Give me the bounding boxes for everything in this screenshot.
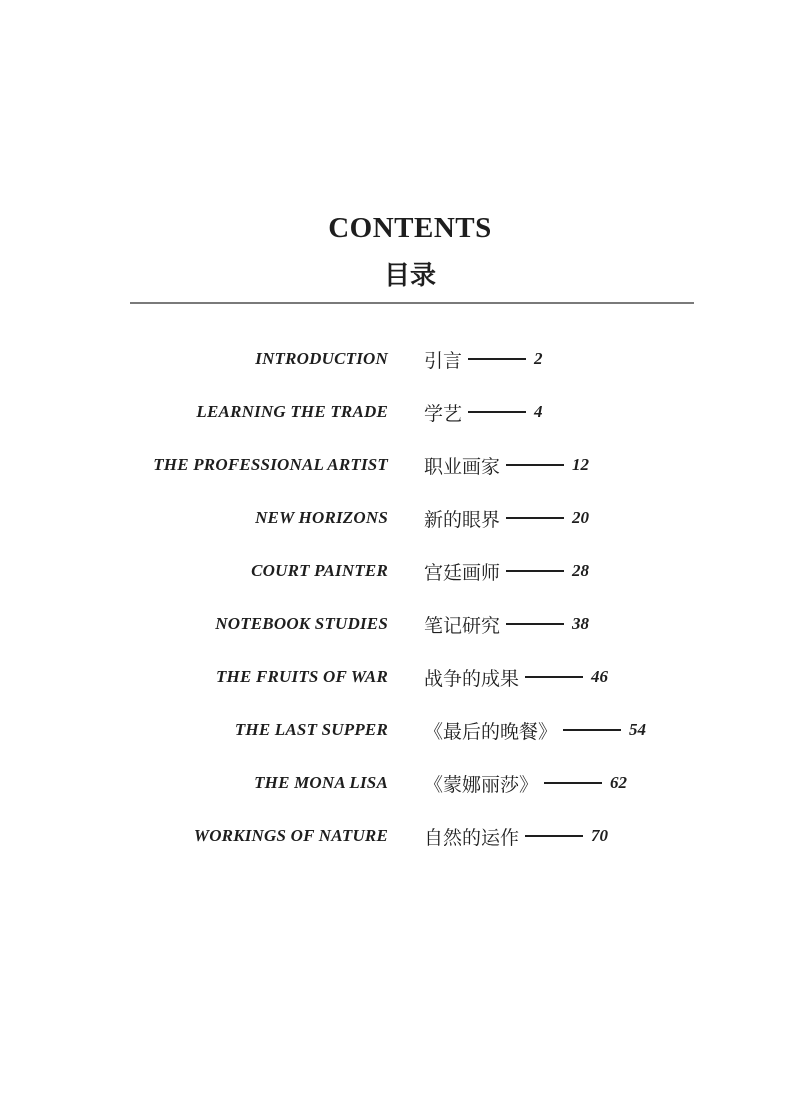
- toc-entry-title-chinese: 学艺: [424, 402, 463, 425]
- toc-entry-title: THE PROFESSIONAL ARTIST: [153, 455, 388, 474]
- leader-line: [525, 676, 583, 678]
- leader-line: [525, 835, 583, 837]
- toc-page-number: 4: [534, 402, 543, 421]
- toc-entry-court-painter[interactable]: [0, 555, 790, 608]
- toc-entry-title: THE LAST SUPPER: [234, 720, 388, 739]
- toc-entry-notebook-studies[interactable]: [0, 608, 790, 661]
- toc-entry-title: COURT PAINTER: [251, 561, 388, 580]
- toc-entry-the-fruits-of-war[interactable]: [0, 661, 790, 714]
- toc-entry-title-chinese: 战争的成果: [424, 667, 520, 690]
- toc-entry-introduction[interactable]: [0, 343, 790, 396]
- leader-line: [506, 623, 564, 625]
- leader-line: [506, 464, 564, 466]
- toc-entry-title: THE FRUITS OF WAR: [215, 667, 388, 686]
- toc-entry-the-professional-artist[interactable]: [0, 449, 790, 502]
- toc-entry-title-chinese: 笔记研究: [424, 614, 501, 637]
- toc-entry-title: LEARNING THE TRADE: [196, 402, 388, 421]
- toc-entry-the-last-supper[interactable]: [0, 714, 790, 767]
- toc-entry-title-chinese: 《最后的晚餐》: [424, 720, 558, 743]
- page-title: CONTENTS: [328, 212, 492, 244]
- title-divider: [130, 302, 694, 304]
- toc-entry-title-chinese: 《蒙娜丽莎》: [424, 773, 539, 796]
- toc-entry-title: NOTEBOOK STUDIES: [215, 614, 388, 633]
- leader-line: [468, 358, 526, 360]
- toc-entry-title-chinese: 职业画家: [424, 455, 501, 478]
- table-of-contents: [0, 343, 790, 873]
- leader-line: [468, 411, 526, 413]
- toc-entry-workings-of-nature[interactable]: [0, 820, 790, 873]
- toc-entry-new-horizons[interactable]: [0, 502, 790, 555]
- leader-line: [544, 782, 602, 784]
- toc-page-number: 62: [610, 773, 628, 792]
- toc-page-number: 20: [572, 508, 590, 527]
- leader-line: [563, 729, 621, 731]
- toc-entry-title-chinese: 宫廷画师: [424, 561, 501, 584]
- toc-page-number: 70: [591, 826, 609, 845]
- toc-entry-title-chinese: 新的眼界: [424, 508, 501, 531]
- toc-entry-title: THE MONA LISA: [254, 773, 388, 792]
- toc-page-number: 46: [591, 667, 609, 686]
- toc-entry-title-chinese: 引言: [424, 349, 463, 372]
- toc-entry-learning-the-trade[interactable]: [0, 396, 790, 449]
- leader-line: [506, 517, 564, 519]
- toc-entry-title: INTRODUCTION: [255, 349, 388, 368]
- toc-page-number: 28: [572, 561, 590, 580]
- toc-entry-title-chinese: 自然的运作: [424, 826, 520, 849]
- toc-page-number: 54: [629, 720, 647, 739]
- toc-page-number: 2: [534, 349, 543, 368]
- toc-entry-title: NEW HORIZONS: [255, 508, 388, 527]
- toc-entry-the-mona-lisa[interactable]: [0, 767, 790, 820]
- toc-page-number: 38: [572, 614, 590, 633]
- leader-line: [506, 570, 564, 572]
- toc-entry-title: WORKINGS OF NATURE: [193, 826, 388, 845]
- page-title-chinese: 目录: [383, 261, 436, 291]
- toc-page-number: 12: [572, 455, 590, 474]
